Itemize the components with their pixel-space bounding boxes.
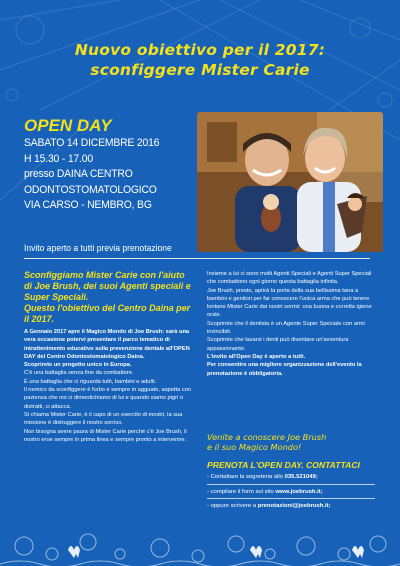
event-date: SABATO 14 DICEMBRE 2016	[24, 137, 160, 149]
booking-site-link[interactable]: www.joebrush.it;	[275, 488, 323, 495]
left-paragraph-1: A Gennaio 2017 apre il Magico Mondo di Joe Brush: sarà una vera occasione potervi presentare il parco tematico di intrattenimento educativo sulla prevenzione dentale all'OPEN DAY del Centro Odontostomatologico Daina.	[24, 329, 190, 360]
slogan-line-2: e il suo Magico Mondo!	[207, 442, 302, 452]
booking-separator-2	[207, 498, 375, 499]
left-paragraph-3: C'è una battaglia senza fine da combattere.	[24, 370, 134, 377]
event-info	[24, 116, 196, 214]
left-body	[24, 328, 194, 444]
left-paragraph-5: Il nemico da sconfiggere è furbo e sempre in agguato, aspetta con pazienza che noi ci dimentichiamo di lui e quando siamo pigri o distratti, ci attacca.	[24, 387, 191, 410]
event-address: VIA CARSO - NEMBRO, BG	[24, 199, 152, 212]
left-paragraph-4: È una battaglia che ci riguarda tutti, bambini e adulti.	[24, 378, 157, 385]
right-paragraph-6: Per consentire una migliore organizzazione dell'evento la prenotazione è obbligatoria.	[207, 362, 362, 377]
booking-phone-row	[207, 474, 375, 482]
left-paragraph-2: Scoprirete un progetto unico in Europa.	[24, 362, 132, 369]
booking-email-text: - oppure scrivere a	[207, 503, 258, 509]
right-paragraph-5: L'invito all'Open Day è aperto a tutti.	[207, 353, 306, 360]
right-paragraph-4: Scoprirete che lavarsi i denti può diventare un'avventura appassionante.	[207, 337, 349, 352]
bottom-decoration	[0, 520, 400, 566]
right-paragraph-3: Scoprirete che il dentista è un Agente Super Speciale con armi invincibili.	[207, 320, 365, 336]
dentists-photo	[197, 112, 383, 252]
booking-phone-text: - Contattare la segreteria allo	[207, 474, 285, 480]
headline-line-2: sconfiggere Mister Carie	[90, 61, 310, 79]
booking-title: PRENOTA L'OPEN DAY. CONTATTACI	[207, 460, 360, 470]
booking-phone-link[interactable]: 035.521049;	[284, 474, 318, 480]
booking-section	[207, 460, 375, 511]
slogan-line-1: Venite a conoscere Joe Brush	[207, 432, 327, 442]
booking-email-row	[207, 503, 375, 511]
right-paragraph-2: Joe Brush, presto, aprirà la porta della sua bellissima tana a bambini e genitori per far conoscere l'unica arma che può tenere lontano Mister Carie dai nostri sorrisi: una buona e corretta igiene orale.	[207, 287, 372, 319]
event-invite: Invito aperto a tutti previa prenotazione	[24, 243, 172, 253]
left-intro-2: Questo l'obiettivo del Centro Daina per il 2017.	[24, 303, 191, 324]
booking-separator-1	[207, 484, 375, 485]
left-paragraph-7: Non bisogna avere paura di Mister Carie perché c'è Joe Brush, il nostro eroe sempre in prima linea e sempre pronto a intervenire.	[24, 428, 187, 443]
dentists-photo-illustration	[197, 112, 383, 252]
event-title: OPEN DAY	[24, 116, 112, 135]
event-place-1: presso DAINA CENTRO	[24, 168, 133, 181]
slogan	[207, 432, 375, 452]
event-time: H 15.30 - 17.00	[24, 152, 93, 165]
left-column	[24, 270, 194, 444]
right-column	[207, 270, 375, 378]
right-body	[207, 270, 375, 378]
headline-line-1: Nuovo obiettivo per il 2017:	[74, 41, 326, 59]
left-paragraph-6: Si chiama Mister Carie, è il capo di un esercito di mostri, la sua missione è distruggere il nostro sorriso.	[24, 411, 183, 427]
booking-site-text: - compilare il form sul sito	[207, 488, 276, 495]
section-divider	[24, 258, 370, 259]
booking-site-row	[207, 489, 375, 497]
right-paragraph-1: Insieme a lui ci sono molti Agenti Speciali e Agenti Super Speciali che combattono ogni giorno questa battaglia infinita.	[207, 271, 372, 286]
headline	[14, 40, 386, 80]
booking-email-link[interactable]: prenotazioni@joebrush.it;	[257, 503, 331, 509]
left-intro-1: Sconfiggiamo Mister Carie con l'aiuto di Joe Brush, dei suoi Agenti speciali e Super Speciali.	[24, 270, 191, 302]
event-place-2: ODONTOSTOMATOLOGICO	[24, 183, 157, 196]
